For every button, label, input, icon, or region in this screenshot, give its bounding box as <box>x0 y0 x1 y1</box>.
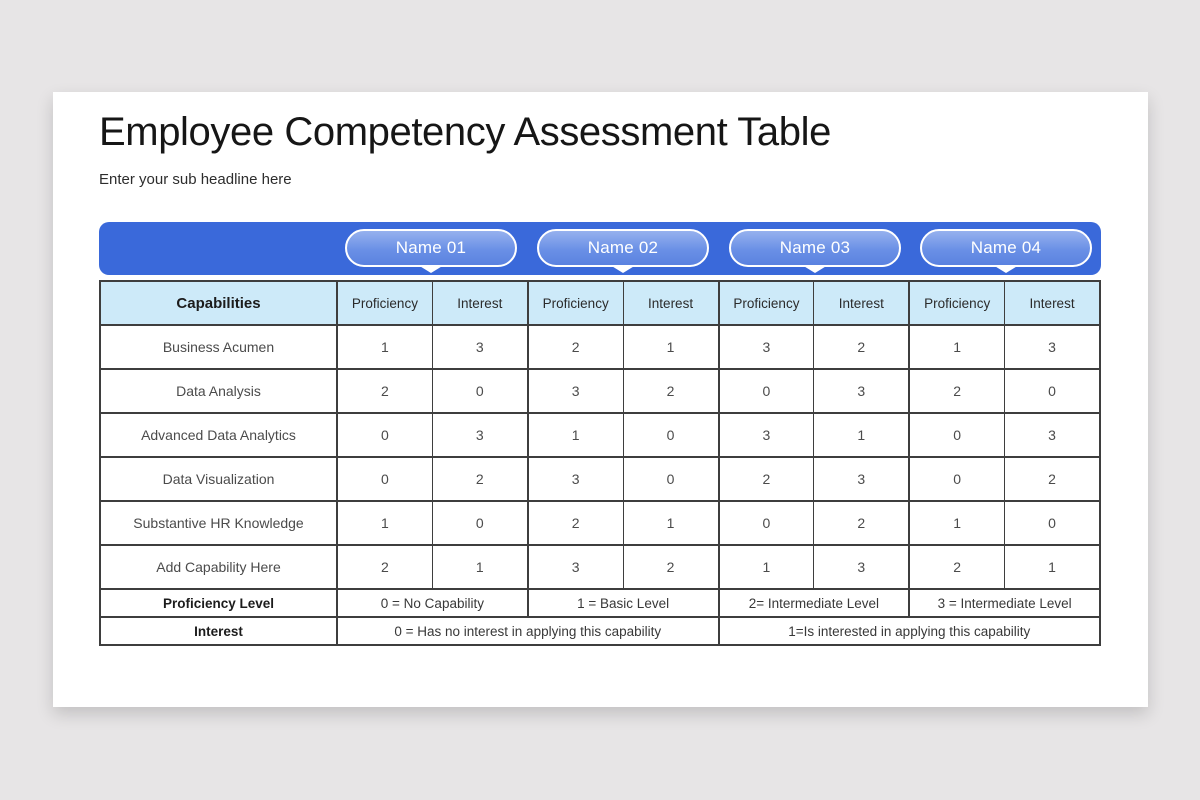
value-cell: 3 <box>719 413 814 457</box>
row-label: Data Visualization <box>100 457 337 501</box>
value-cell: 0 <box>432 501 527 545</box>
value-cell: 3 <box>814 369 909 413</box>
column-header-interest: Interest <box>814 281 909 325</box>
table-row <box>100 369 1100 413</box>
column-header-interest: Interest <box>432 281 527 325</box>
column-header-interest: Interest <box>1005 281 1100 325</box>
value-cell: 2 <box>623 369 718 413</box>
column-header-interest: Interest <box>623 281 718 325</box>
table-row <box>100 413 1100 457</box>
table-row <box>100 325 1100 369</box>
name-pill-2[interactable] <box>537 229 709 267</box>
value-cell: 1 <box>337 501 432 545</box>
value-cell: 0 <box>909 413 1004 457</box>
value-cell: 2 <box>909 369 1004 413</box>
value-cell: 1 <box>719 545 814 589</box>
proficiency-legend-item: 0 = No Capability <box>337 589 528 617</box>
column-header-proficiency: Proficiency <box>909 281 1004 325</box>
name-pill-4[interactable] <box>920 229 1092 267</box>
value-cell: 2 <box>909 545 1004 589</box>
name-pill-3-label: Name 03 <box>779 238 851 257</box>
value-cell: 3 <box>1005 413 1100 457</box>
value-cell: 0 <box>623 457 718 501</box>
row-label: Add Capability Here <box>100 545 337 589</box>
value-cell: 3 <box>814 545 909 589</box>
value-cell: 2 <box>814 501 909 545</box>
value-cell: 0 <box>1005 369 1100 413</box>
value-cell: 0 <box>909 457 1004 501</box>
value-cell: 2 <box>337 545 432 589</box>
name-pill-1-label: Name 01 <box>395 238 467 257</box>
column-header-capabilities: Capabilities <box>100 281 337 325</box>
value-cell: 1 <box>623 501 718 545</box>
value-cell: 2 <box>337 369 432 413</box>
value-cell: 3 <box>432 325 527 369</box>
value-cell: 1 <box>1005 545 1100 589</box>
value-cell: 3 <box>432 413 527 457</box>
name-pill-3[interactable] <box>729 229 901 267</box>
column-header-row <box>100 281 1100 325</box>
value-cell: 1 <box>528 413 623 457</box>
value-cell: 2 <box>432 457 527 501</box>
column-header-proficiency: Proficiency <box>337 281 432 325</box>
value-cell: 3 <box>528 545 623 589</box>
table-row <box>100 501 1100 545</box>
assessment-table <box>99 280 1101 646</box>
name-pill-4-label: Name 04 <box>970 238 1042 257</box>
row-label: Data Analysis <box>100 369 337 413</box>
value-cell: 2 <box>814 325 909 369</box>
value-cell: 2 <box>1005 457 1100 501</box>
value-cell: 2 <box>623 545 718 589</box>
row-label: Substantive HR Knowledge <box>100 501 337 545</box>
proficiency-legend-row <box>100 589 1100 617</box>
value-cell: 0 <box>719 369 814 413</box>
value-cell: 0 <box>337 413 432 457</box>
value-cell: 1 <box>337 325 432 369</box>
value-cell: 0 <box>623 413 718 457</box>
slide-subtitle: Enter your sub headline here <box>99 171 292 188</box>
value-cell: 3 <box>1005 325 1100 369</box>
value-cell: 0 <box>1005 501 1100 545</box>
value-cell: 3 <box>528 369 623 413</box>
slide-title: Employee Competency Assessment Table <box>99 110 831 154</box>
proficiency-legend-item: 3 = Intermediate Level <box>909 589 1100 617</box>
name-pill-2-label: Name 02 <box>587 238 659 257</box>
value-cell: 2 <box>528 325 623 369</box>
value-cell: 3 <box>814 457 909 501</box>
column-header-proficiency: Proficiency <box>719 281 814 325</box>
value-cell: 1 <box>432 545 527 589</box>
interest-legend-row <box>100 617 1100 645</box>
table-row <box>100 457 1100 501</box>
value-cell: 0 <box>719 501 814 545</box>
interest-legend-label: Interest <box>100 617 337 645</box>
value-cell: 1 <box>909 501 1004 545</box>
table-header-bar <box>99 222 1101 275</box>
row-label: Advanced Data Analytics <box>100 413 337 457</box>
row-label: Business Acumen <box>100 325 337 369</box>
interest-legend-item: 1=Is interested in applying this capability <box>719 617 1101 645</box>
value-cell: 1 <box>814 413 909 457</box>
value-cell: 2 <box>528 501 623 545</box>
name-pill-1[interactable] <box>345 229 517 267</box>
value-cell: 3 <box>719 325 814 369</box>
value-cell: 2 <box>719 457 814 501</box>
proficiency-legend-item: 2= Intermediate Level <box>719 589 910 617</box>
value-cell: 0 <box>432 369 527 413</box>
value-cell: 1 <box>623 325 718 369</box>
proficiency-legend-item: 1 = Basic Level <box>528 589 719 617</box>
value-cell: 3 <box>528 457 623 501</box>
column-header-proficiency: Proficiency <box>528 281 623 325</box>
slide-canvas <box>53 92 1148 707</box>
proficiency-legend-label: Proficiency Level <box>100 589 337 617</box>
interest-legend-item: 0 = Has no interest in applying this capability <box>337 617 719 645</box>
table-row <box>100 545 1100 589</box>
value-cell: 1 <box>909 325 1004 369</box>
value-cell: 0 <box>337 457 432 501</box>
